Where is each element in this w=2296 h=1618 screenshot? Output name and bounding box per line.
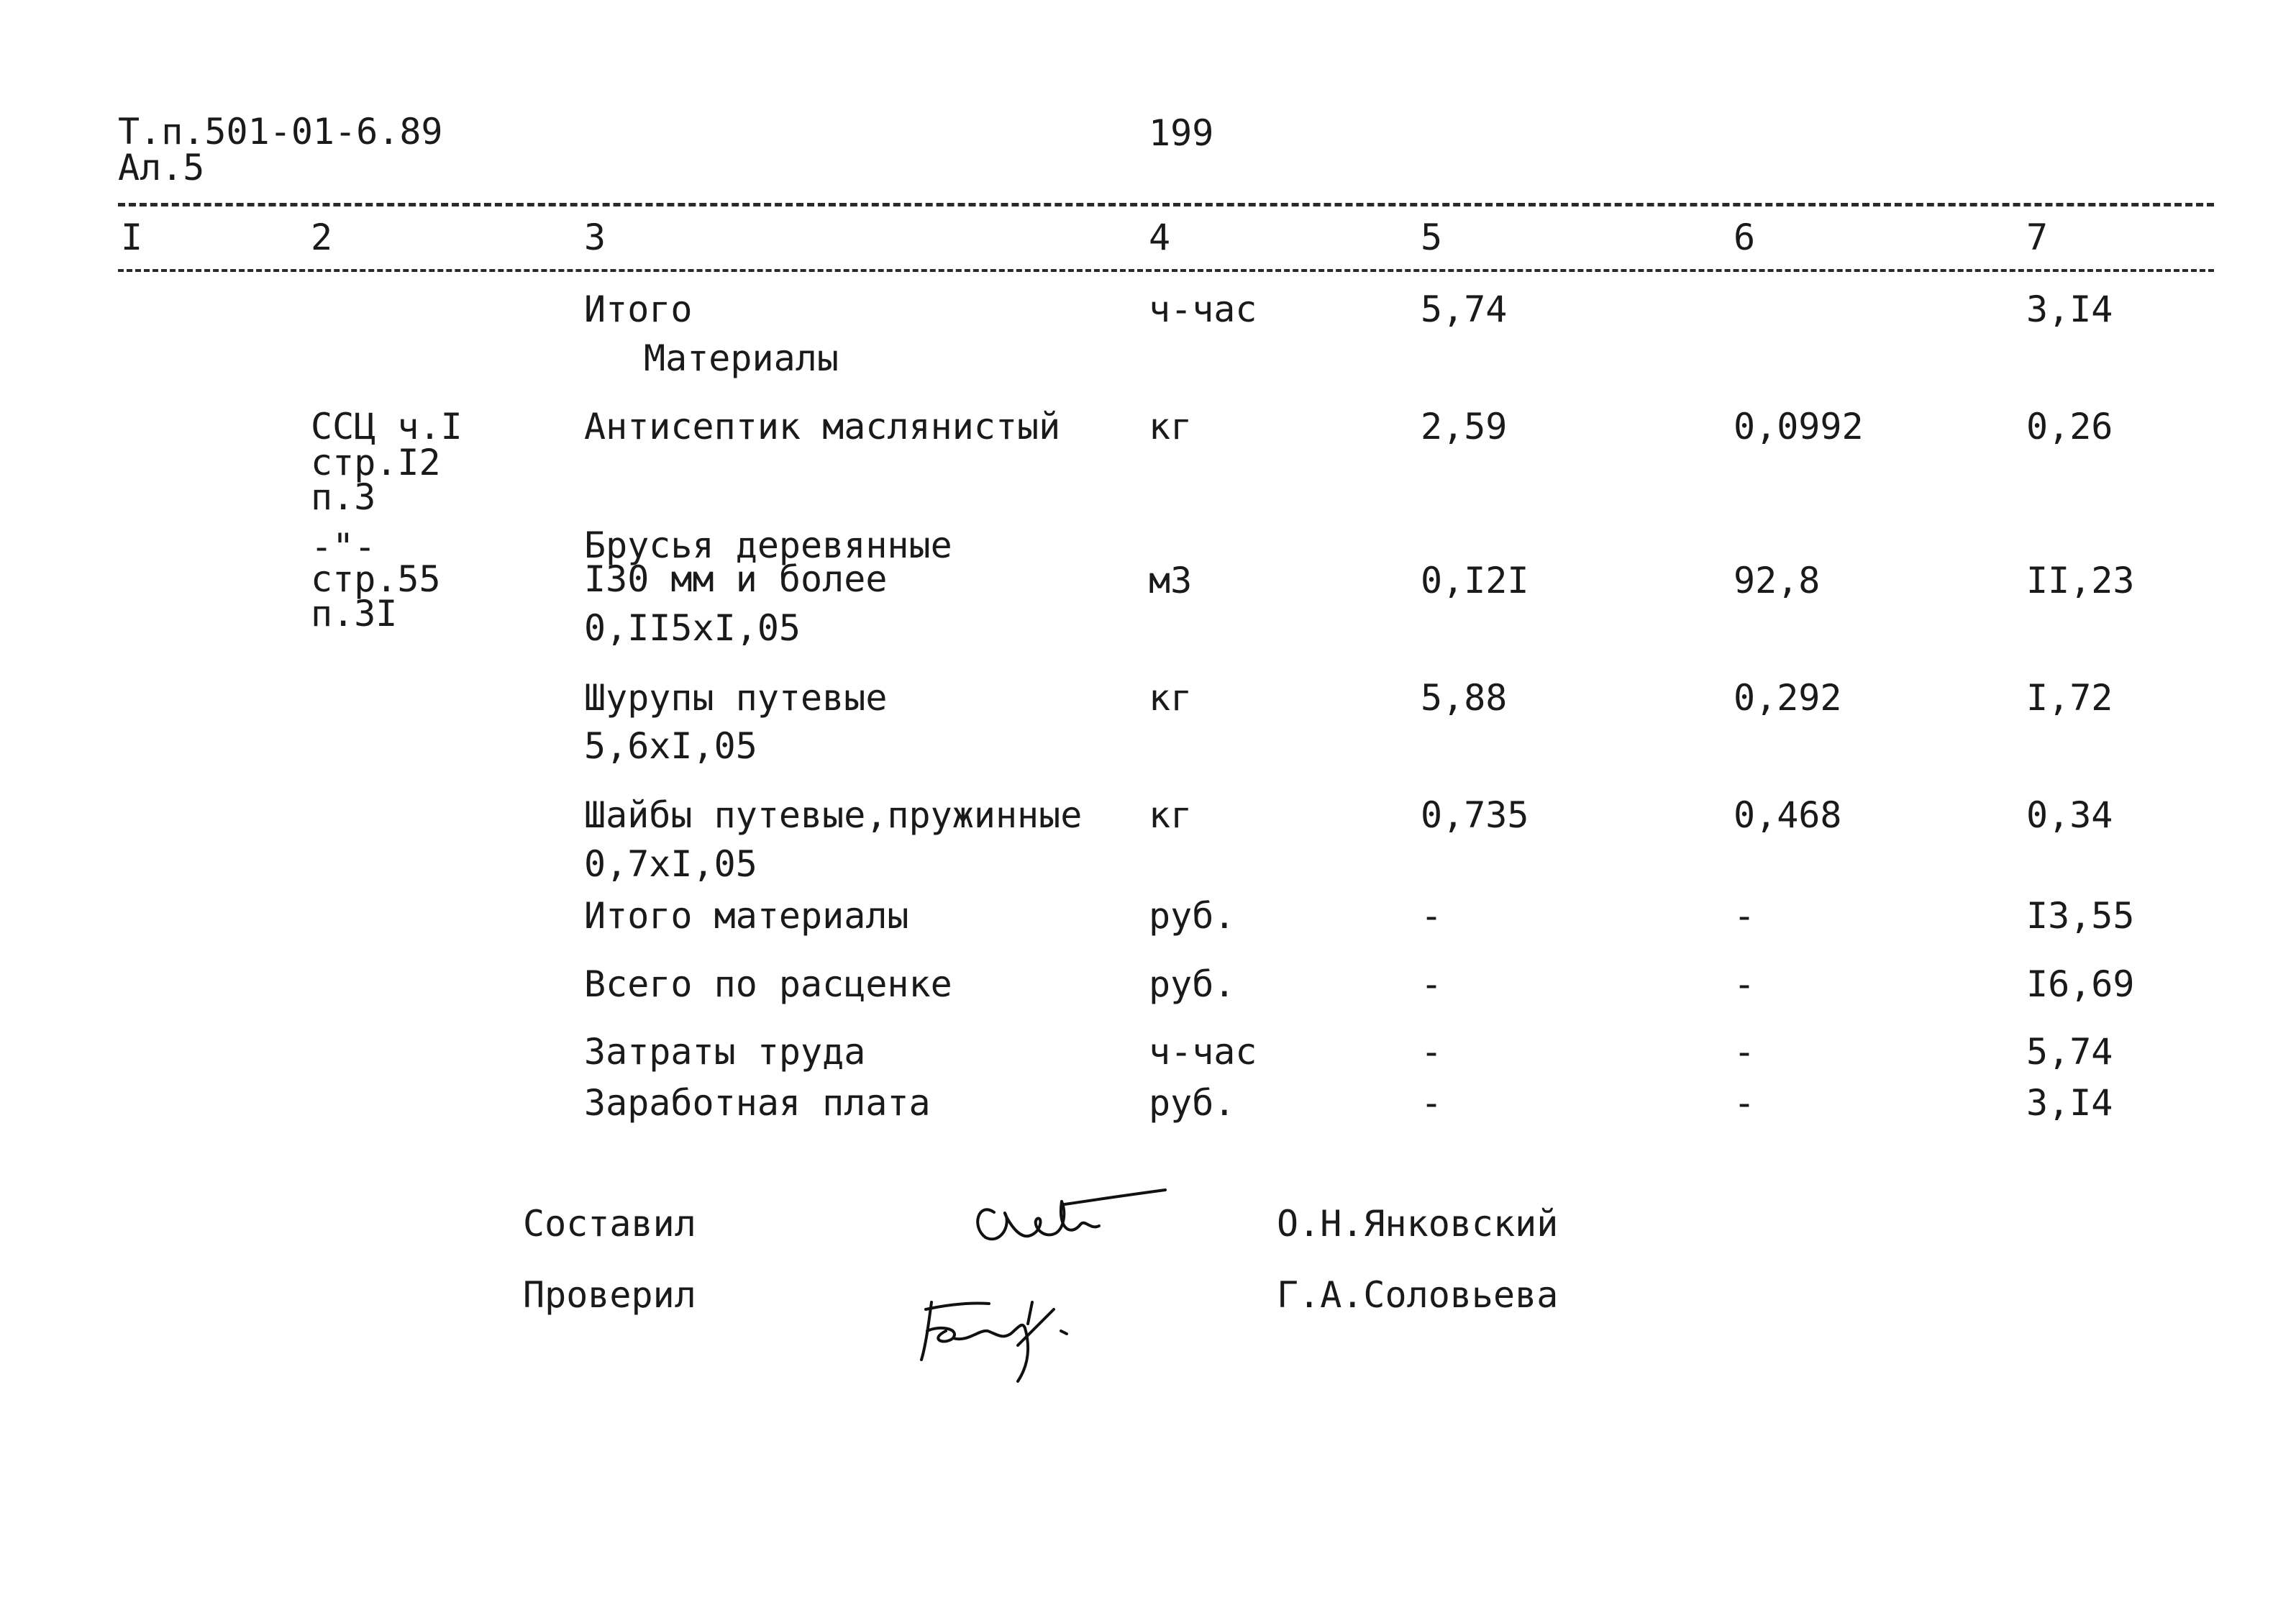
page-number: 199 bbox=[1149, 112, 1214, 154]
row-wages-name: Заработная плата bbox=[584, 1082, 931, 1124]
column-header-3: 3 bbox=[584, 217, 606, 258]
column-header-7: 7 bbox=[2026, 217, 2049, 258]
row-screws-price: 0,292 bbox=[1734, 677, 1842, 719]
row-labor-price: - bbox=[1734, 1031, 1756, 1073]
row-materials-total-unit: руб. bbox=[1149, 895, 1236, 937]
compiled-by-name: О.Н.Янковский bbox=[1277, 1203, 1559, 1245]
row-grand-total-qty: - bbox=[1421, 963, 1443, 1005]
row-materials-total-name: Итого материалы bbox=[584, 895, 909, 937]
row-washers-total: 0,34 bbox=[2026, 794, 2113, 836]
row-antiseptic-ref-2: стр.I2 bbox=[311, 442, 441, 483]
row-itogo-unit: ч-час bbox=[1149, 288, 1257, 330]
row-wages-qty: - bbox=[1421, 1082, 1443, 1124]
table-header-rule bbox=[118, 269, 2214, 272]
row-antiseptic-qty: 2,59 bbox=[1421, 406, 1508, 447]
row-itogo-qty: 5,74 bbox=[1421, 288, 1508, 330]
row-materials-total-total: I3,55 bbox=[2026, 895, 2135, 937]
row-washers-name-1: Шайбы путевые,пружинные bbox=[584, 794, 1083, 836]
compiler-signature bbox=[957, 1158, 1172, 1266]
row-washers-unit: кг bbox=[1149, 794, 1193, 836]
row-itogo-total: 3,I4 bbox=[2026, 288, 2113, 330]
row-antiseptic-price: 0,0992 bbox=[1734, 406, 1864, 447]
row-screws-total: I,72 bbox=[2026, 677, 2113, 719]
row-beams-ref-3: п.3I bbox=[311, 593, 398, 635]
row-screws-qty: 5,88 bbox=[1421, 677, 1508, 719]
row-screws-name-1: Шурупы путевые bbox=[584, 677, 888, 719]
row-washers-name-2: 0,7хI,05 bbox=[584, 843, 757, 885]
column-header-1: I bbox=[121, 217, 143, 258]
checked-by-name: Г.А.Соловьева bbox=[1277, 1274, 1559, 1316]
row-beams-name-1: Брусья деревянные bbox=[584, 524, 952, 566]
row-grand-total-name: Всего по расценке bbox=[584, 963, 952, 1005]
table-top-rule bbox=[118, 203, 2214, 206]
row-antiseptic-total: 0,26 bbox=[2026, 406, 2113, 447]
row-antiseptic-name: Антисептик маслянистый bbox=[584, 406, 1061, 447]
row-wages-price: - bbox=[1734, 1082, 1756, 1124]
row-screws-name-2: 5,6хI,05 bbox=[584, 725, 757, 767]
row-washers-qty: 0,735 bbox=[1421, 794, 1529, 836]
compiled-by-label: Составил bbox=[523, 1203, 696, 1245]
column-header-5: 5 bbox=[1421, 217, 1443, 258]
column-header-4: 4 bbox=[1149, 217, 1171, 258]
column-header-6: 6 bbox=[1734, 217, 1756, 258]
row-itogo-name: Итого bbox=[584, 288, 693, 330]
document-code: Т.п.501-01-6.89 bbox=[118, 111, 443, 153]
row-beams-ref-1: -"- bbox=[311, 526, 376, 568]
checker-signature bbox=[910, 1259, 1140, 1396]
row-materials-total-qty: - bbox=[1421, 895, 1443, 937]
checked-by-label: Проверил bbox=[523, 1274, 696, 1316]
row-antiseptic-unit: кг bbox=[1149, 406, 1193, 447]
row-beams-ref-2: стр.55 bbox=[311, 558, 441, 600]
materials-heading: Материалы bbox=[644, 337, 839, 379]
column-header-2: 2 bbox=[311, 217, 333, 258]
row-labor-name: Затраты труда bbox=[584, 1031, 866, 1073]
row-beams-price: 92,8 bbox=[1734, 560, 1821, 601]
row-beams-name-2: I30 мм и более bbox=[584, 558, 888, 600]
row-antiseptic-ref-1: ССЦ ч.I bbox=[311, 406, 463, 447]
row-beams-unit: м3 bbox=[1149, 560, 1193, 601]
row-labor-qty: - bbox=[1421, 1031, 1443, 1073]
album-number: Ал.5 bbox=[118, 147, 205, 188]
row-beams-total: II,23 bbox=[2026, 560, 2135, 601]
row-grand-total-total: I6,69 bbox=[2026, 963, 2135, 1005]
row-materials-total-price: - bbox=[1734, 895, 1756, 937]
row-antiseptic-ref-3: п.3 bbox=[311, 476, 376, 518]
row-wages-unit: руб. bbox=[1149, 1082, 1236, 1124]
row-grand-total-unit: руб. bbox=[1149, 963, 1236, 1005]
row-beams-qty: 0,I2I bbox=[1421, 560, 1529, 601]
row-washers-price: 0,468 bbox=[1734, 794, 1842, 836]
row-labor-unit: ч-час bbox=[1149, 1031, 1257, 1073]
row-screws-unit: кг bbox=[1149, 677, 1193, 719]
row-grand-total-price: - bbox=[1734, 963, 1756, 1005]
row-labor-total: 5,74 bbox=[2026, 1031, 2113, 1073]
row-beams-name-3: 0,II5хI,05 bbox=[584, 607, 801, 649]
row-wages-total: 3,I4 bbox=[2026, 1082, 2113, 1124]
